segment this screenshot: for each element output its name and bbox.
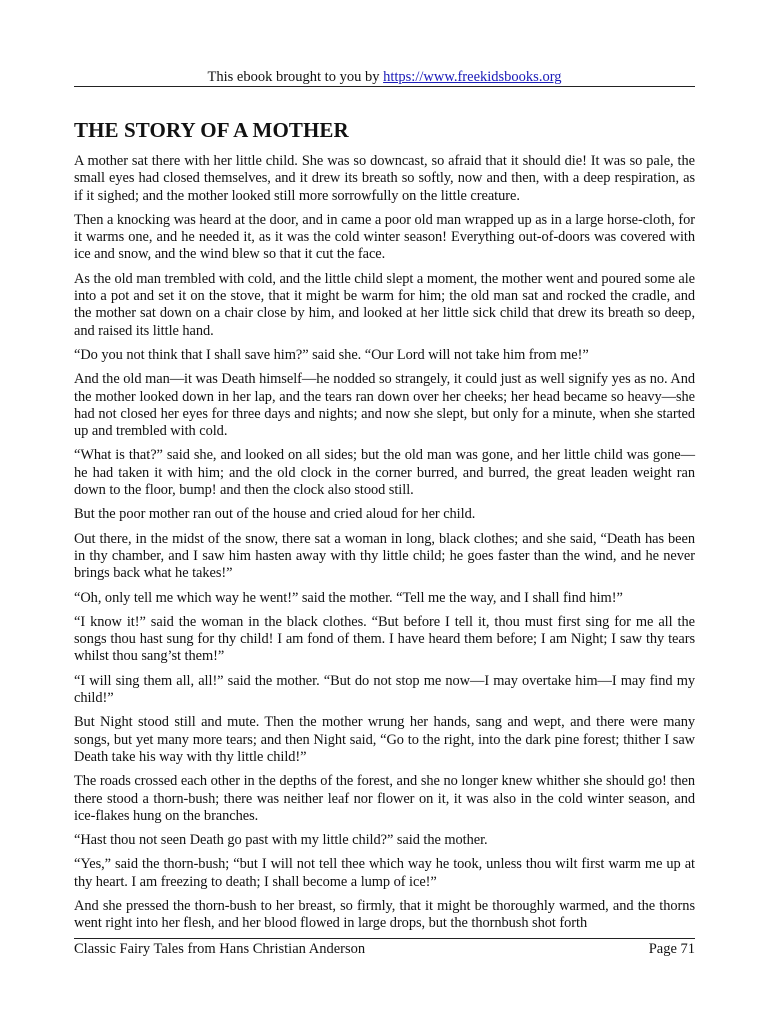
paragraph: As the old man trembled with cold, and the little child slept a moment, the mother went and poured some ale into a pot and set it on the stove, that it might be warm for him; the old man sat and rocked the cradle, and the mother sat down on a chair close by him, and looked at her little sick child that drew its breath so deep, and raised its little hand. xyxy=(74,270,695,339)
paragraph: And she pressed the thorn-bush to her breast, so firmly, that it might be thoroughly warmed, and the thorns went right into her flesh, and her blood flowed in large drops, but the thornbush shot forth xyxy=(74,897,695,932)
paragraph: “Hast thou not seen Death go past with my little child?” said the mother. xyxy=(74,832,488,849)
header-text: This ebook brought to you by xyxy=(207,69,380,85)
paragraph: But Night stood still and mute. Then the mother wrung her hands, sang and wept, and there were many songs, but yet many more tears; and then Night said, “Go to the right, into the dark pine forest; thither I saw Death take his way with thy little child!” xyxy=(74,714,695,765)
page-header xyxy=(74,68,695,86)
paragraph: “Yes,” said the thorn-bush; “but I will not tell thee which way he took, unless thou wilt first warm me up at thy heart. I am freezing to death; I shall become a lump of ice!” xyxy=(74,856,695,890)
header-divider xyxy=(74,86,695,87)
paragraph: “Oh, only tell me which way he went!” said the mother. “Tell me the way, and I shall find him!” xyxy=(74,589,623,606)
paragraph: “Do you not think that I shall save him?” said she. “Our Lord will not take him from me!” xyxy=(74,346,589,363)
footer-book-title: Classic Fairy Tales from Hans Christian Anderson xyxy=(74,941,366,957)
paragraph: The roads crossed each other in the depths of the forest, and she no longer knew whither she should go! then there stood a thorn-bush; there was neither leaf nor flower on it, it was also in the cold winter season, and ice-flakes hung on the branches. xyxy=(74,773,695,824)
footer-divider xyxy=(74,938,695,939)
paragraph: “What is that?” said she, and looked on all sides; but the old man was gone, and her little child was gone—he had taken it with him; and the old clock in the corner burred, and burred, the great leaden weight ran down to the floor, bump! and then the clock also stood still. xyxy=(74,447,695,499)
page-number: Page 71 xyxy=(648,941,695,957)
paragraph: “I know it!” said the woman in the black clothes. “But before I tell it, thou must first sing for me all the songs thou hast sung for thy child! I am fond of them. I have heard them before; I am Night; I saw thy tears whilst thou sang’st them!” xyxy=(74,613,695,665)
header-link[interactable]: https://www.freekidsbooks.org xyxy=(383,69,562,85)
paragraph: Out there, in the midst of the snow, there sat a woman in long, black clothes; and she said, “Death has been in thy chamber, and I saw him hasten away with thy little child; he goes faster than the wind, and he never brings back what he takes!” xyxy=(74,530,695,582)
paragraph: And the old man—it was Death himself—he nodded so strangely, it could just as well signify yes as no. And the mother looked down in her lap, and the tears ran down over her cheeks; her head became so heavy—she had not closed her eyes for three days and nights; and now she slept, but only for a minute, when she started up and trembled with cold. xyxy=(74,371,695,440)
paragraph: But the poor mother ran out of the house and cried aloud for her child. xyxy=(74,506,476,523)
page-content xyxy=(74,117,695,940)
paragraph: Then a knocking was heard at the door, and in came a poor old man wrapped up as in a large horse-cloth, for it warms one, and he needed it, as it was the cold winter season! Everything out-of-doors was covered with ice and snow, and the wind blew so that it cut the face. xyxy=(74,211,695,263)
document-page xyxy=(74,0,695,1024)
paragraph: “I will sing them all, all!” said the mother. “But do not stop me now—I may overtake him—I may find my child!” xyxy=(74,672,695,707)
story-title: THE STORY OF A MOTHER xyxy=(74,118,349,142)
paragraph: A mother sat there with her little child. She was so downcast, so afraid that it should die! It was so pale, the small eyes had closed themselves, and it drew its breath so softly, now and then, with a deep respiration, as if it sighed; and the mother looked still more sorrowfully on the little creature. xyxy=(74,153,695,204)
